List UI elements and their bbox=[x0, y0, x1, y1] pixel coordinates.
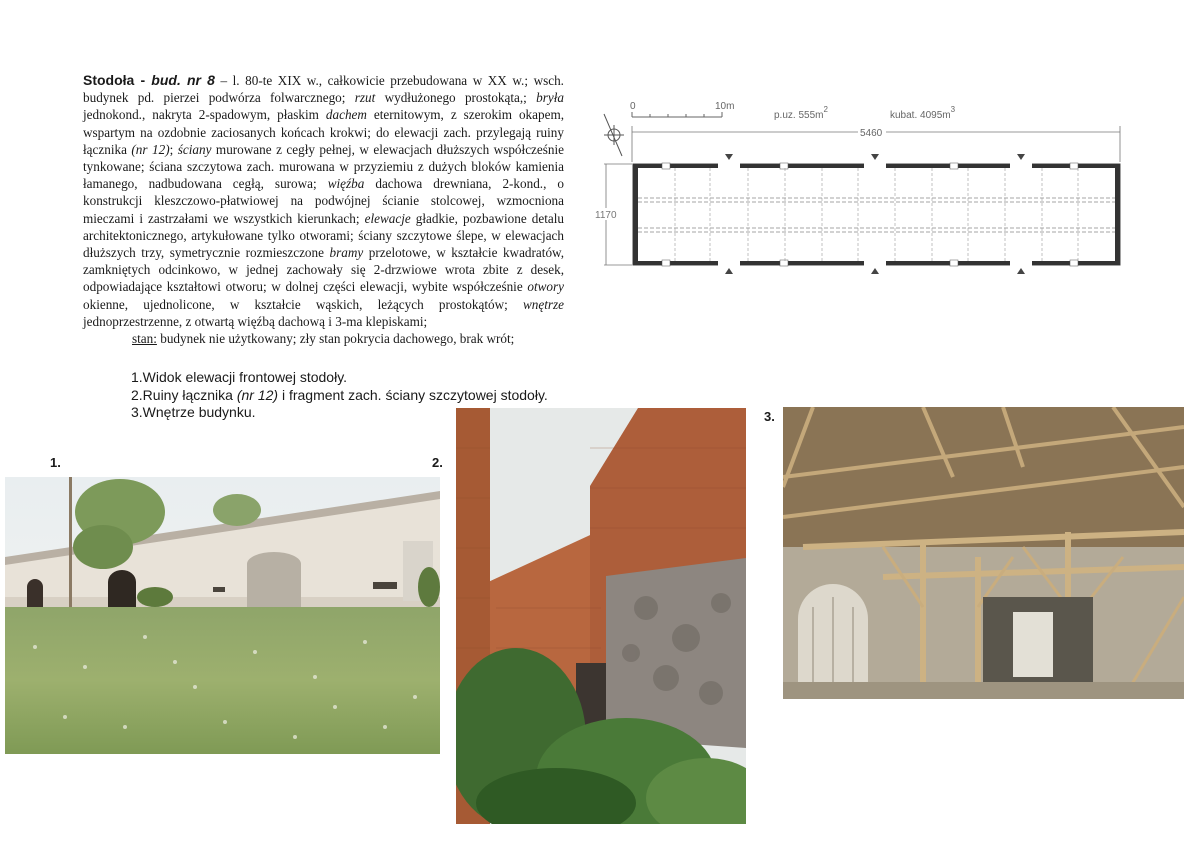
condition-text: budynek nie użytkowany; zły stan pokrycia dachowego, brak wrót; bbox=[156, 331, 515, 347]
term-nr12: (nr 12) bbox=[131, 141, 170, 157]
building-number: bud. nr 8 bbox=[151, 72, 215, 88]
term-bramy: bramy bbox=[329, 245, 364, 261]
desc-text: murowane z cegły pełnej, w elewacjach dłuższych współcześnie tynkowane; ściana szczytowa zach. murowana w przyziemiu z dużych bloków kamienia łamanego, nadbudowana cegłą, surowa; bbox=[83, 141, 564, 192]
desc-text: – l. 80-te XIX w., całkowicie przebudowana w XX w.; wsch. budynek pd. pierzei podwórza folwarcznego; bbox=[83, 73, 564, 106]
desc-text: dachowa drewniana, 2-kond., o konstrukcji kleszczowo-płatwiowej na podwójnej ścianie stolcowej, wzmocniona mieczami i zastrzałami we wszystkich kierunkach; bbox=[83, 176, 564, 226]
caption-3: 3.Wnętrze budynku. bbox=[131, 404, 256, 420]
entry-arrows-icon bbox=[725, 154, 1025, 274]
building-description bbox=[83, 72, 564, 347]
desc-text: okienne, ujednolicone, w kształcie wąskich, leżących prostokątów; bbox=[83, 296, 523, 312]
scale-start-label: 0 bbox=[630, 101, 636, 112]
width-dim-label: 1170 bbox=[595, 210, 617, 221]
term-elewacje: elewacje bbox=[364, 210, 411, 226]
caption-2-ref: (nr 12) bbox=[236, 386, 279, 403]
floor-plan bbox=[590, 92, 1130, 277]
desc-text: jednoprzestrzenne, z otwartą więźbą dachową i 3-ma klepiskami; bbox=[83, 313, 428, 329]
scale-bar bbox=[632, 112, 722, 117]
photo-3-number: 3. bbox=[764, 409, 775, 424]
building-title: Stodoła - bbox=[83, 72, 152, 88]
term-bryla: bryła bbox=[536, 90, 564, 106]
term-otwory: otwory bbox=[527, 279, 564, 295]
photo-1-number: 1. bbox=[50, 455, 61, 470]
term-dachem: dachem bbox=[325, 107, 367, 123]
photo-2-number: 2. bbox=[432, 455, 443, 470]
photo-ruins-gable-wall bbox=[456, 408, 746, 824]
north-arrow-icon bbox=[604, 114, 624, 156]
desc-text: wydłużonego prostokąta,; bbox=[375, 90, 537, 106]
length-dim-label: 5460 bbox=[860, 128, 883, 139]
caption-2-text: 2.Ruiny łącznika bbox=[131, 386, 237, 403]
caption-1: 1.Widok elewacji frontowej stodoły. bbox=[131, 369, 348, 385]
building-outline bbox=[633, 163, 1120, 266]
photo-interior bbox=[783, 407, 1184, 699]
desc-text: przelotowe, w kształcie kwadratów, zamkniętych odcinkowo, w jednej zachowały się 2-drzwiowe wrota zbite z desek, odpowiadające kształtowi otworu; w dolnej części elewacji, wybite współcześnie bbox=[83, 245, 564, 295]
caption-2-text-end: i fragment zach. ściany szczytowej stodoły. bbox=[278, 386, 548, 403]
photo-barn-front bbox=[5, 477, 440, 754]
volume-label: kubat. $4095m^3$ bbox=[890, 105, 956, 121]
post-lines bbox=[675, 168, 1078, 261]
term-rzut: rzut bbox=[354, 90, 376, 106]
desc-text: ; bbox=[169, 141, 178, 157]
term-sciany: ściany bbox=[177, 141, 212, 157]
term-wiezba: więźba bbox=[327, 176, 365, 192]
scale-end-label: 10m bbox=[715, 101, 735, 112]
desc-text: eternitowym, z szerokim okapem, wspartym na ozdobnie zaciosanych końcach krokwi; do elewacji zach. przylegają ruiny łącznika bbox=[83, 107, 565, 157]
caption-2 bbox=[131, 387, 548, 405]
condition-line bbox=[83, 330, 564, 347]
desc-text: gładkie, pozbawione detalu architektonicznego, artykułowane tylko otworami; ściany szczytowe ślepe, w elewacjach dłuższych trzy, symetrycznie rozmieszczone bbox=[83, 210, 564, 261]
usable-area-label: p.uz. $555m^2$ bbox=[774, 105, 828, 121]
condition-label: stan: bbox=[132, 331, 157, 347]
roof-structure-lines bbox=[638, 198, 1115, 232]
desc-text: jednokond., nakryta 2-spadowym, płaskim bbox=[83, 107, 326, 123]
term-wnetrze: wnętrze bbox=[522, 296, 564, 312]
